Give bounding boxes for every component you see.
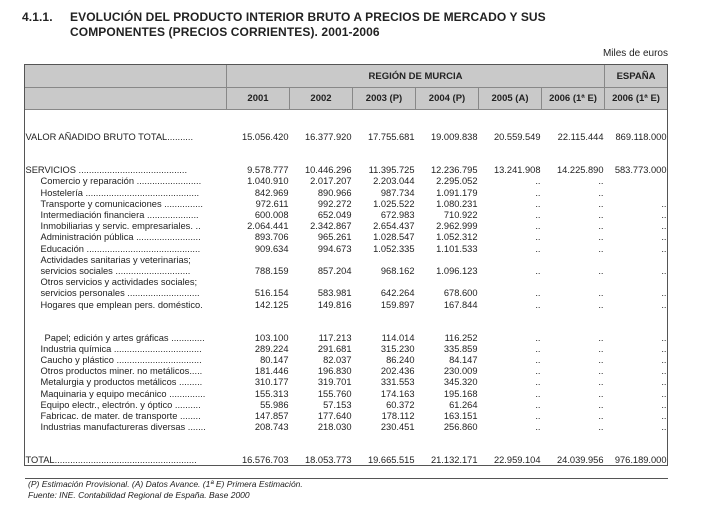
cell-value: 2.064.441 [247, 221, 289, 232]
row-label: Maquinaria y equipo mecánico .............. [40, 388, 206, 399]
table-row [25, 400, 668, 411]
cell-value [227, 277, 290, 288]
cell-value: .. [661, 243, 667, 254]
cell-value [353, 277, 416, 288]
cell-value: 994.673 [317, 243, 352, 254]
row-label: servicios sociales ............................. [40, 265, 191, 276]
cell-value: 710.922 [443, 210, 478, 221]
row-label: Papel; edición y artes gráficas ............. [44, 332, 205, 343]
table-row [25, 366, 668, 377]
cell-value: 909.634 [254, 243, 289, 254]
row-label: Intermediación financiera .................... [40, 210, 199, 221]
cell-value: 642.264 [380, 288, 415, 299]
cell-value: 331.553 [380, 377, 415, 388]
table-row [25, 377, 668, 388]
cell-value: .. [661, 355, 667, 366]
cell-value: .. [598, 377, 604, 388]
cell-value [605, 188, 668, 199]
spacer-row [25, 444, 668, 455]
cell-value: 16.576.703 [241, 455, 289, 466]
cell-value: 103.100 [254, 332, 289, 343]
cell-value: .. [661, 232, 667, 243]
row-label: Educación ............................................ [40, 243, 201, 254]
cell-value: 195.168 [443, 388, 478, 399]
header-year: 2001 [227, 88, 290, 110]
cell-value [290, 255, 353, 266]
cell-value [479, 255, 542, 266]
cell-value: 155.760 [317, 388, 352, 399]
cell-value: 12.236.795 [430, 165, 478, 176]
row-label: Caucho y plástico ................................. [40, 355, 202, 366]
table-row [25, 389, 668, 400]
table-row [25, 344, 668, 355]
spacer-row [25, 143, 668, 154]
cell-value: 60.372 [386, 399, 415, 410]
spacer-row [25, 110, 668, 122]
cell-value: 1.080.231 [436, 198, 478, 209]
cell-value: 21.132.171 [430, 455, 478, 466]
header-year: 2006 (1ª E) [542, 88, 605, 110]
cell-value: 2.017.207 [310, 176, 352, 187]
cell-value: .. [598, 232, 604, 243]
cell-value: .. [598, 355, 604, 366]
row-label: Transporte y comunicaciones ............... [40, 198, 203, 209]
cell-value: 61.264 [449, 399, 478, 410]
cell-value: 968.162 [380, 265, 415, 276]
cell-value: .. [598, 176, 604, 187]
row-label: Hostelería ............................................ [40, 187, 200, 198]
cell-value: .. [535, 388, 541, 399]
cell-value: 82.037 [323, 355, 352, 366]
cell-value: .. [661, 399, 667, 410]
row-label: Industrias manufactureras diversas ....... [40, 422, 206, 433]
cell-value: .. [598, 221, 604, 232]
table-row [25, 232, 668, 243]
row-label: Administración pública ......................... [40, 232, 201, 243]
row-label: Equipo electr., electrón. y óptico .......... [40, 399, 201, 410]
cell-value: 2.654.437 [373, 221, 415, 232]
row-label: TOTAL....................................................... [25, 455, 197, 466]
cell-value: 289.224 [254, 343, 289, 354]
table-row [25, 221, 668, 232]
cell-value: 202.436 [380, 366, 415, 377]
cell-value: 291.681 [317, 343, 352, 354]
cell-value: 11.395.725 [368, 165, 415, 176]
cell-value: 672.983 [380, 210, 415, 221]
cell-value [416, 255, 479, 266]
cell-value: 80.147 [260, 355, 289, 366]
cell-value: 13.241.908 [493, 165, 541, 176]
spacer-row [25, 433, 668, 444]
cell-value: .. [535, 411, 541, 422]
table-body [25, 110, 668, 479]
cell-value: 893.706 [254, 232, 289, 243]
cell-value: 1.040.910 [247, 176, 289, 187]
cell-value: .. [535, 366, 541, 377]
row-label: Industria química .................................. [40, 343, 202, 354]
cell-value: 20.559.549 [493, 132, 541, 143]
cell-value: 55.986 [260, 399, 289, 410]
cell-value: .. [598, 198, 604, 209]
cell-value: 155.313 [254, 388, 289, 399]
cell-value: .. [535, 422, 541, 433]
cell-value: .. [661, 366, 667, 377]
cell-value: .. [535, 355, 541, 366]
cell-value: .. [535, 243, 541, 254]
cell-value: 678.600 [443, 288, 478, 299]
table-row [25, 288, 668, 299]
cell-value: 19.009.838 [430, 132, 478, 143]
cell-value: .. [535, 198, 541, 209]
header-country: ESPAÑA [605, 65, 668, 88]
cell-value: 842.969 [254, 187, 289, 198]
cell-value: 600.008 [254, 210, 289, 221]
cell-value: .. [598, 210, 604, 221]
cell-value: .. [661, 377, 667, 388]
cell-value: 345.320 [443, 377, 478, 388]
table-row [25, 355, 668, 366]
cell-value: .. [598, 187, 604, 198]
spacer-row [25, 154, 668, 165]
table-row [25, 266, 668, 277]
units-label: Miles de euros [602, 48, 668, 59]
spacer-row [25, 467, 668, 479]
cell-value: .. [661, 422, 667, 433]
cell-value: 1.025.522 [373, 198, 415, 209]
spacer-row [25, 311, 668, 322]
cell-value: .. [598, 399, 604, 410]
cell-value: 178.112 [381, 411, 415, 422]
cell-value: 16.377.920 [304, 132, 352, 143]
pib-table [24, 64, 668, 479]
cell-value: 116.252 [444, 332, 478, 343]
cell-value: 583.981 [317, 288, 352, 299]
table-number: 4.1.1. [22, 10, 53, 24]
cell-value: .. [535, 377, 541, 388]
cell-value: 972.611 [255, 198, 289, 209]
spacer-row [25, 121, 668, 132]
cell-value: 788.159 [254, 265, 289, 276]
table-row [25, 455, 668, 466]
cell-value: 196.830 [317, 366, 352, 377]
table-row [25, 277, 668, 288]
cell-value: .. [598, 388, 604, 399]
cell-value [605, 255, 668, 266]
cell-value [290, 277, 353, 288]
cell-value: 230.451 [380, 422, 415, 433]
table-row [25, 299, 668, 310]
cell-value: 14.225.890 [556, 165, 604, 176]
cell-value: 230.009 [443, 366, 478, 377]
cell-value: .. [661, 343, 667, 354]
cell-value: .. [661, 332, 667, 343]
table-row [25, 333, 668, 344]
cell-value: 208.743 [254, 422, 289, 433]
cell-value: 181.446 [254, 366, 289, 377]
cell-value: .. [598, 288, 604, 299]
cell-value: .. [661, 221, 667, 232]
table-row [25, 176, 668, 187]
cell-value: 992.272 [317, 198, 352, 209]
row-label: Metalurgia y productos metálicos ......... [40, 377, 203, 388]
cell-value: 9.578.777 [247, 165, 289, 176]
cell-value [605, 176, 668, 187]
cell-value: .. [598, 343, 604, 354]
header-year: 2003 (P) [353, 88, 416, 110]
cell-value: 335.859 [443, 343, 478, 354]
cell-value: 256.860 [443, 422, 478, 433]
cell-value [479, 277, 542, 288]
table-row [25, 255, 668, 266]
cell-value: .. [661, 210, 667, 221]
cell-value [605, 277, 668, 288]
cell-value: .. [661, 265, 667, 276]
cell-value: 218.030 [317, 422, 352, 433]
cell-value: 516.154 [254, 288, 289, 299]
cell-value: 163.151 [443, 411, 478, 422]
cell-value: .. [535, 232, 541, 243]
cell-value: 174.163 [380, 388, 415, 399]
cell-value: 15.056.420 [241, 132, 289, 143]
header-year: 2002 [290, 88, 353, 110]
cell-value: .. [535, 332, 541, 343]
cell-value: 652.049 [317, 210, 352, 221]
cell-value: 1.028.547 [373, 232, 415, 243]
row-label: SERVICIOS .......................................... [25, 165, 188, 176]
cell-value [542, 277, 605, 288]
table-row [25, 244, 668, 255]
cell-value: 2.962.999 [436, 221, 478, 232]
cell-value [227, 255, 290, 266]
header-year: 2005 (A) [479, 88, 542, 110]
cell-value: 84.147 [449, 355, 478, 366]
row-label: VALOR AÑADIDO BRUTO TOTAL.......... [25, 132, 194, 143]
header-region: REGIÓN DE MURCIA [227, 65, 605, 88]
cell-value: .. [535, 299, 541, 310]
cell-value: 2.342.867 [310, 221, 352, 232]
cell-value: 1.052.312 [436, 232, 478, 243]
cell-value: .. [535, 176, 541, 187]
cell-value: .. [598, 411, 604, 422]
table-row [25, 199, 668, 210]
cell-value: .. [661, 388, 667, 399]
cell-value: .. [598, 422, 604, 433]
cell-value: .. [598, 299, 604, 310]
footnote-legend: (P) Estimación Provisional. (A) Datos Avance. (1ª E) Primera Estimación. [28, 479, 303, 489]
header-blank [25, 65, 227, 88]
footnotes [28, 479, 303, 501]
cell-value: 18.053.773 [304, 455, 352, 466]
cell-value: 10.446.296 [304, 165, 352, 176]
cell-value: 1.052.335 [373, 243, 415, 254]
cell-value: 965.261 [317, 232, 352, 243]
cell-value: .. [661, 288, 667, 299]
row-label: Actividades sanitarias y veterinarias; [40, 254, 191, 265]
cell-value: 149.816 [317, 299, 352, 310]
cell-value [353, 255, 416, 266]
table-row [25, 132, 668, 143]
cell-value: 869.118.000 [615, 132, 667, 143]
cell-value: 167.844 [443, 299, 478, 310]
title-line-1: EVOLUCIÓN DEL PRODUCTO INTERIOR BRUTO A PRECIOS DE MERCADO Y SUS [70, 10, 546, 24]
cell-value: 22.115.444 [557, 132, 604, 143]
cell-value: 2.203.044 [373, 176, 415, 187]
cell-value: 583.773.000 [614, 165, 667, 176]
cell-value: 857.204 [317, 265, 352, 276]
cell-value: 22.959.104 [493, 455, 541, 466]
table-row [25, 165, 668, 176]
cell-value: 147.857 [254, 411, 289, 422]
row-label: Fabricac. de mater. de transporte ........ [40, 411, 201, 422]
footnote-source: Fuente: INE. Contabilidad Regional de España. Base 2000 [28, 490, 250, 500]
cell-value: 114.014 [381, 332, 415, 343]
cell-value: .. [535, 399, 541, 410]
row-label: Otros productos miner. no metálicos..... [40, 366, 203, 377]
table-row [25, 188, 668, 199]
header-year: 2006 (1ª E) [605, 88, 668, 110]
cell-value: 57.153 [323, 399, 352, 410]
cell-value: .. [535, 265, 541, 276]
cell-value: 117.213 [318, 332, 352, 343]
cell-value: .. [598, 265, 604, 276]
row-label: Comercio y reparación ......................... [40, 176, 202, 187]
cell-value: 890.966 [317, 187, 352, 198]
cell-value: 24.039.956 [556, 455, 604, 466]
cell-value: .. [535, 187, 541, 198]
cell-value: 976.189.000 [614, 455, 667, 466]
cell-value: 17.755.681 [367, 132, 415, 143]
cell-value: .. [661, 198, 667, 209]
row-label: Inmobiliarias y servic. empresariales. .. [40, 221, 201, 232]
cell-value: .. [535, 288, 541, 299]
title-line-2: COMPONENTES (PRECIOS CORRIENTES). 2001-2006 [70, 25, 380, 39]
cell-value: .. [535, 343, 541, 354]
cell-value: .. [535, 221, 541, 232]
spacer-row [25, 322, 668, 333]
cell-value: 310.177 [254, 377, 289, 388]
cell-value: .. [598, 366, 604, 377]
cell-value: .. [661, 299, 667, 310]
cell-value: .. [598, 332, 604, 343]
cell-value: 159.897 [380, 299, 415, 310]
cell-value: 987.734 [380, 187, 415, 198]
cell-value: 319.701 [317, 377, 352, 388]
cell-value: .. [661, 411, 667, 422]
table-title [22, 10, 546, 40]
header-year: 2004 (P) [416, 88, 479, 110]
cell-value [416, 277, 479, 288]
row-label: Hogares que emplean pers. doméstico. [40, 299, 203, 310]
cell-value: 2.295.052 [436, 176, 478, 187]
cell-value: 1.091.179 [436, 187, 478, 198]
cell-value: 177.640 [317, 411, 352, 422]
row-label: Otros servicios y actividades sociales; [40, 277, 198, 288]
cell-value: 1.096.123 [436, 265, 478, 276]
row-label: servicios personales ............................ [40, 288, 200, 299]
table-row [25, 411, 668, 422]
table-row [25, 422, 668, 433]
cell-value: 86.240 [386, 355, 415, 366]
cell-value: 19.665.515 [367, 455, 415, 466]
cell-value: .. [535, 210, 541, 221]
cell-value: 315.230 [380, 343, 415, 354]
cell-value: 1.101.533 [436, 243, 478, 254]
cell-value [542, 255, 605, 266]
cell-value: .. [598, 243, 604, 254]
cell-value: 142.125 [254, 299, 289, 310]
table-row [25, 210, 668, 221]
